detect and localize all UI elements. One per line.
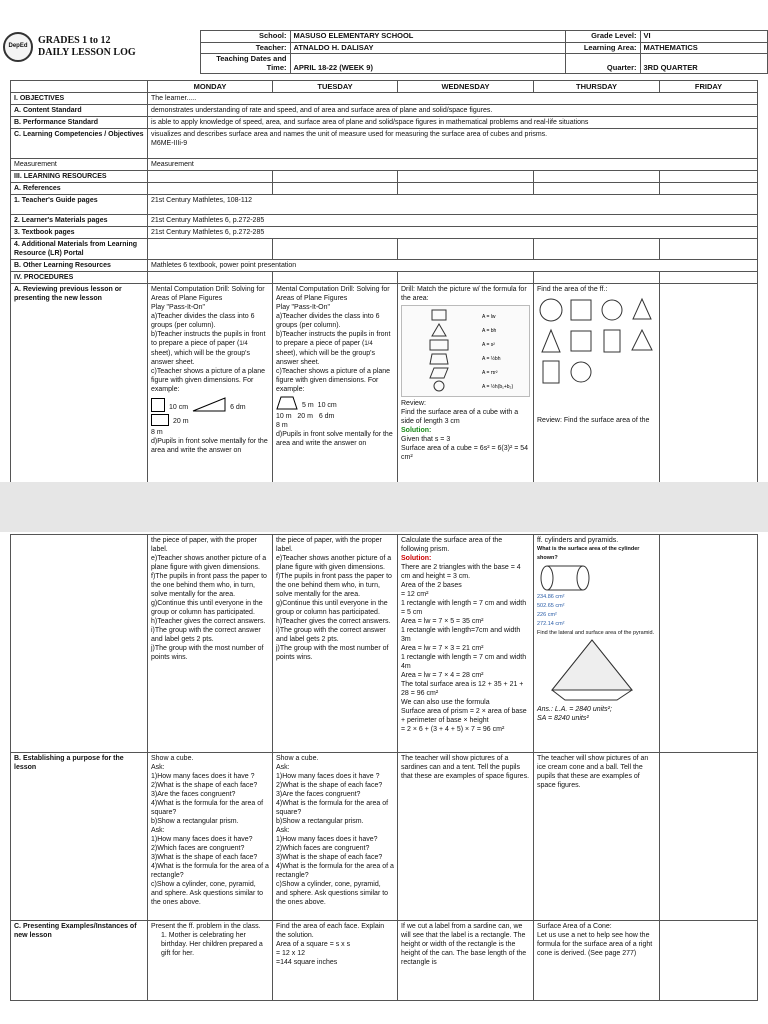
answer-sa: SA = 8240 units²: [537, 715, 589, 722]
pyramid-figure: [629, 327, 657, 355]
pt-1: Ask:: [276, 764, 290, 771]
cont-thursday: [534, 535, 660, 753]
area-label: Learning Area:: [565, 42, 640, 54]
day-wednesday: WEDNESDAY: [398, 81, 534, 93]
tue-step-a: a)Teacher divides the class into 6 groups (per column).: [276, 313, 380, 329]
blank-header: [11, 81, 148, 93]
tue-dim-10m: 10 m 20 m 6 dm: [276, 413, 335, 420]
school-value: MASUSO ELEMENTARY SCHOOL: [290, 31, 565, 43]
review-monday: [148, 284, 273, 483]
competency-code: M6ME-IIIi-9: [151, 140, 188, 147]
ex-mon-0: Present the ff. problem in the class.: [151, 923, 261, 930]
pm-3: 2)What is the shape of each face?: [151, 782, 258, 789]
answer-la: Ans.: L.A. = 2840 units²;: [537, 706, 612, 713]
tue-drill-game: Play "Pass-It-On": [276, 304, 330, 311]
examples-label: C. Presenting Examples/Instances of new lesson: [11, 921, 148, 1001]
cont-wednesday: [398, 535, 534, 753]
other-label: B. Other Learning Resources: [11, 260, 148, 272]
pm-1: Ask:: [151, 764, 165, 771]
measurement-label: Measurement: [11, 159, 148, 171]
tue-step-b: b)Teacher instructs the pupils in front to prepare a piece of paper (1/4 sheet), which will be the group's answer sheet.: [276, 331, 391, 366]
pm-2: 1)How many faces does it have ?: [151, 773, 255, 780]
circle-figure-3: [568, 358, 596, 386]
ex-mon-1: 1. Mother is celebrating her birthday. Her children prepared a gift for her.: [161, 932, 263, 957]
match-drill: Drill: Match the picture w/ the formula for the area:: [401, 286, 527, 302]
ex-thu-0: Surface Area of a Cone:: [537, 923, 612, 930]
step-d: d)Pupils in front solve mentally for the area and write the answer on: [151, 438, 268, 454]
header-table: [0, 30, 768, 74]
triangle-figure-2: [537, 327, 565, 355]
dates-label: Teaching Dates and Time:: [200, 54, 290, 74]
cont-wed-12: We can also use the formula: [401, 699, 490, 706]
lesson-table-1: [10, 80, 758, 482]
day-friday: FRIDAY: [660, 81, 758, 93]
match-shapes-svg: [402, 306, 522, 394]
choice-b: 502.65 cm²: [537, 603, 565, 609]
cont-wed-6: Area = lw = 7 × 5 = 35 cm²: [401, 618, 484, 625]
choice-d: 272.14 cm²: [537, 621, 565, 627]
cont-mon-1: e)Teacher shows another picture of a plane figure with given dimensions.: [151, 555, 267, 571]
pt-11: 4)What is the formula for the area of a rectangle?: [276, 863, 394, 879]
pm-9: 2)Which faces are congruent?: [151, 845, 245, 852]
cont-mon-2: f)The pupils in front pass the paper to the one behind them who, in turn, solve mentally for the area.: [151, 573, 267, 598]
find-area-heading: Find the area of the ff.:: [537, 286, 608, 293]
examples-wednesday: If we cut a label from a sardine can, we will see that the label is a rectangle. The height or width of the rectangle is the height of the can. The base length of the rectangle is: [398, 921, 534, 1001]
pt-10: 3)What is the shape of each face?: [276, 854, 383, 861]
quarter-label: Quarter:: [565, 54, 640, 74]
other-text: Mathletes 6 textbook, power point presentation: [148, 260, 758, 272]
cylinder-question: What is the surface area of the cylinder shown?: [537, 546, 640, 561]
quarter-value: 3RD QUARTER: [640, 54, 768, 74]
cont-wed-2: There are 2 triangles with the base = 4 cm and height = 3 cm.: [401, 564, 521, 580]
tue-shapes: [276, 396, 394, 410]
examples-friday: [660, 921, 758, 1001]
ex-tue-1: Area of a square = s x s: [276, 941, 351, 948]
review-friday: [660, 284, 758, 483]
given-line: Given that s = 3: [401, 436, 451, 443]
svg-text:A = s²: A = s²: [482, 342, 495, 348]
cont-tue-3: g)Continue this until everyone in the group or column has participated.: [276, 600, 388, 616]
review-tuesday: [273, 284, 398, 483]
cont-wed-11: The total surface area is 12 + 35 + 21 + 28 = 96 cm²: [401, 681, 524, 697]
objectives-heading: I. OBJECTIVES: [11, 93, 148, 105]
tue-step-d: d)Pupils in front solve mentally for the area and write the answer on: [276, 431, 393, 447]
pm-11: 4)What is the formula for the area of a rectangle?: [151, 863, 269, 879]
content-std-text: demonstrates understanding of rate and speed, and of area and surface area of plane and solid/space figures.: [148, 105, 758, 117]
svg-text:A = ½h(b₁+b₂): A = ½h(b₁+b₂): [482, 384, 514, 390]
teacher-label: Teacher:: [200, 42, 290, 54]
purpose-monday: [148, 753, 273, 921]
pm-8: 1)How many faces does it have?: [151, 836, 253, 843]
circle-figure-2: [598, 296, 626, 324]
area-value: MATHEMATICS: [640, 42, 768, 54]
pm-0: Show a cube.: [151, 755, 194, 762]
choice-c: 226 cm²: [537, 612, 557, 618]
page-2: [0, 532, 768, 1024]
log-title-2: DAILY LESSON LOG: [38, 46, 136, 58]
square-figure: [151, 398, 165, 412]
tue-drill-title: Mental Computation Drill: Solving for Areas of Plane Figures: [276, 286, 390, 302]
tb-text: 21st Century Mathletes 6, p.272-285: [148, 227, 758, 239]
cont-tue-0: the piece of paper, with the proper label.: [276, 537, 382, 553]
lm-label: 2. Learner's Materials pages: [11, 215, 148, 227]
tue-dim-8m: 8 m: [276, 422, 288, 429]
dates-value: APRIL 18-22 (WEEK 9): [290, 54, 565, 74]
grade-value: VI: [640, 31, 768, 43]
purpose-wednesday: The teacher will show pictures of a sardines can and a tent. Tell the pupils that these are examples of space figures.: [398, 753, 534, 921]
cylinder-choices: [537, 593, 656, 629]
references-label: A. References: [11, 183, 148, 195]
square-figure-2: [568, 296, 596, 324]
drill-game: Play "Pass-It-On": [151, 304, 205, 311]
perf-std-label: B. Performance Standard: [11, 117, 148, 129]
square-figure-3: [568, 327, 596, 355]
step-b: b)Teacher instructs the pupils in front to prepare a piece of paper (1/4 sheet), which will be the group's answer sheet.: [151, 331, 266, 366]
pt-8: 1)How many faces does it have?: [276, 836, 378, 843]
resources-heading: III. LEARNING RESOURCES: [11, 171, 148, 183]
thursday-review-text: Review: Find the surface area of the: [537, 417, 650, 424]
cont-wed-1: Solution:: [401, 555, 432, 562]
logo: [3, 32, 197, 62]
trapezoid-figure: [276, 396, 298, 410]
area-figures: [537, 296, 656, 386]
pt-2: 1)How many faces does it have ?: [276, 773, 380, 780]
grade-label: Grade Level:: [565, 31, 640, 43]
day-thursday: THURSDAY: [534, 81, 660, 93]
cont-tue-6: j)The group with the most number of points wins.: [276, 645, 389, 661]
purpose-label: B. Establishing a purpose for the lesson: [11, 753, 148, 921]
cont-mon-5: i)The group with the correct answer and label gets 2 pts.: [151, 627, 261, 643]
step-a: a)Teacher divides the class into 6 groups (per column).: [151, 313, 255, 329]
learner-text: The learner.....: [148, 93, 758, 105]
pm-5: 4)What is the formula for the area of square?: [151, 800, 264, 816]
cont-mon-6: j)The group with the most number of points wins.: [151, 645, 264, 661]
svg-text:A = ½bh: A = ½bh: [482, 356, 501, 362]
cont-mon-0: the piece of paper, with the proper label.: [151, 537, 257, 553]
cylinder-figure: [537, 563, 593, 593]
choice-a: 234.86 cm²: [537, 594, 565, 600]
quarter-fraction: 1/4: [239, 341, 248, 347]
review-wednesday: [398, 284, 534, 483]
tg-label: 1. Teacher's Guide pages: [11, 195, 148, 215]
pm-6: b)Show a rectangular prism.: [151, 818, 239, 825]
perf-std-text: is able to apply knowledge of speed, area, and surface area of plane and solid/space figures in mathematical problems and real-life situations: [148, 117, 758, 129]
cont-tue-5: i)The group with the correct answer and label gets 2 pts.: [276, 627, 386, 643]
pm-4: 3)Are the faces congruent?: [151, 791, 236, 798]
pt-4: 3)Are the faces congruent?: [276, 791, 361, 798]
examples-monday: [148, 921, 273, 1001]
ex-tue-3: =144 square inches: [276, 959, 338, 966]
additional-label: 4. Additional Materials from Learning Resource (LR) Portal: [11, 239, 148, 260]
purpose-tuesday: [273, 753, 398, 921]
pt-3: 2)What is the shape of each face?: [276, 782, 383, 789]
ex-tue-0: Find the area of each face. Explain the solution.: [276, 923, 385, 939]
cont-wed-3: Area of the 2 bases: [401, 582, 462, 589]
tue-dim-10cm: 10 cm: [317, 402, 337, 409]
drill-title: Mental Computation Drill: Solving for Areas of Plane Figures: [151, 286, 265, 302]
cont-wed-5: 1 rectangle with length = 7 cm and width = 5 cm: [401, 600, 527, 616]
cont-wed-7: 1 rectangle with length=7cm and width 3m: [401, 627, 521, 643]
cylinder-block: [537, 563, 656, 593]
rect-figure-2: [537, 358, 565, 386]
logo-cell: [0, 31, 200, 74]
day-header-row: [11, 81, 758, 93]
examples-tuesday: [273, 921, 398, 1001]
cone-figure: [629, 296, 657, 324]
cont-wed-13: Surface area of prism = 2 × area of base + perimeter of base × height: [401, 708, 527, 724]
pt-7: Ask:: [276, 827, 290, 834]
cont-tue-2: f)The pupils in front pass the paper to the one behind them who, in turn, solve mentally for the area.: [276, 573, 392, 598]
competency-text: [148, 129, 758, 159]
match-figure-image: [401, 305, 530, 397]
pm-10: 3)What is the shape of each face?: [151, 854, 258, 861]
solution-heading: Solution:: [401, 427, 432, 434]
cont-mon-4: h)Teacher gives the correct answers.: [151, 618, 266, 625]
pm-7: Ask:: [151, 827, 165, 834]
cont-wed-4: = 12 cm²: [401, 591, 429, 598]
measurement-text: Measurement: [148, 159, 758, 171]
cont-wed-14: = 2 × 6 + (3 + 4 + 5) × 7 = 96 cm²: [401, 726, 505, 733]
review-heading: Review:: [401, 400, 426, 407]
pyramid-question: Find the lateral and surface area of the pyramid.: [537, 630, 655, 636]
svg-text:A = bh: A = bh: [482, 328, 497, 334]
circle-figure: [537, 296, 565, 324]
rectangle-figure: [151, 414, 169, 426]
teacher-value: ATNALDO H. DALISAY: [290, 42, 565, 54]
dim-10cm: 10 cm: [169, 404, 189, 411]
page-1: [0, 0, 768, 482]
cont-wed-9: 1 rectangle with length = 7 cm and width 4m: [401, 654, 527, 670]
tb-label: 3. Textbook pages: [11, 227, 148, 239]
review-label: A. Reviewing previous lesson or presenting the new lesson: [11, 284, 148, 483]
ex-tue-2: = 12 x 12: [276, 950, 305, 957]
dim-8m: 8 m: [151, 429, 163, 436]
cont-mon-3: g)Continue this until everyone in the group or column has participated.: [151, 600, 263, 616]
pt-9: 2)Which faces are congruent?: [276, 845, 370, 852]
cube-question: Find the surface area of a cube with a side of length 3 cm: [401, 409, 519, 425]
review-thursday: [534, 284, 660, 483]
tue-dim-5m: 5 m: [302, 402, 314, 409]
competency-desc: visualizes and describes surface area and names the unit of measure used for measuring the surface area of cubes and prisms.: [151, 131, 548, 138]
cont-wed-10: Area = lw = 7 × 4 = 28 cm²: [401, 672, 484, 679]
procedures-heading: IV. PROCEDURES: [11, 272, 148, 284]
triangle-figure: [192, 396, 226, 412]
lm-text: 21st Century Mathletes 6, p.272-285: [148, 215, 758, 227]
step-c: c)Teacher shows a picture of a plane figure with given dimensions. For example:: [151, 368, 266, 393]
sa-line: Surface area of a cube = 6s² = 6(3)² = 54 cm²: [401, 445, 529, 461]
log-title-1: GRADES 1 to 12: [38, 34, 111, 46]
cont-tue-1: e)Teacher shows another picture of a plane figure with given dimensions.: [276, 555, 392, 571]
cont-label: [11, 535, 148, 753]
day-tuesday: TUESDAY: [273, 81, 398, 93]
dim-20m: 20 m: [173, 418, 189, 425]
deped-seal-icon: DepEd: [3, 32, 33, 62]
tue-step-c: c)Teacher shows a picture of a plane figure with given dimensions. For example:: [276, 368, 391, 393]
pt-5: 4)What is the formula for the area of square?: [276, 800, 389, 816]
examples-thursday: [534, 921, 660, 1001]
tg-text: 21st Century Mathletes, 108-112: [148, 195, 758, 215]
purpose-thursday: The teacher will show pictures of an ice cream cone and a ball. Tell the pupils that these are examples of space figures.: [534, 753, 660, 921]
shape-examples: [151, 396, 269, 412]
purpose-friday: [660, 753, 758, 921]
ex-thu-1: Let us use a net to help see how the formula for the surface area of a right cone is derived. (See page 277): [537, 932, 653, 957]
day-monday: MONDAY: [148, 81, 273, 93]
svg-text:A = πr²: A = πr²: [482, 370, 498, 376]
content-std-label: A. Content Standard: [11, 105, 148, 117]
pt-0: Show a cube.: [276, 755, 319, 762]
pm-12: c)Show a cylinder, cone, pyramid, and sphere. Ask questions similar to the ones above.: [151, 881, 264, 906]
cont-wed-0: Calculate the surface area of the following prism.: [401, 537, 503, 553]
cont-tue-4: h)Teacher gives the correct answers.: [276, 618, 391, 625]
svg-text:A = lw: A = lw: [482, 314, 496, 320]
pt-6: b)Show a rectangular prism.: [276, 818, 364, 825]
cont-friday: [660, 535, 758, 753]
pyramid-figure-2: [537, 638, 647, 702]
cont-tuesday: [273, 535, 398, 753]
dim-6dm: 6 dm: [230, 404, 246, 411]
competency-label: C. Learning Competencies / Objectives: [11, 129, 148, 159]
cont-thu-top: ff. cylinders and pyramids.: [537, 537, 619, 544]
rect-figure: [598, 327, 626, 355]
pt-12: c)Show a cylinder, cone, pyramid, and sphere. Ask questions similar to the ones above.: [276, 881, 389, 906]
school-label: School:: [200, 31, 290, 43]
cont-wed-8: Area = lw = 7 × 3 = 21 cm²: [401, 645, 484, 652]
shape-examples-2: [151, 414, 269, 426]
cont-monday: [148, 535, 273, 753]
lesson-table-2: [10, 534, 758, 1001]
